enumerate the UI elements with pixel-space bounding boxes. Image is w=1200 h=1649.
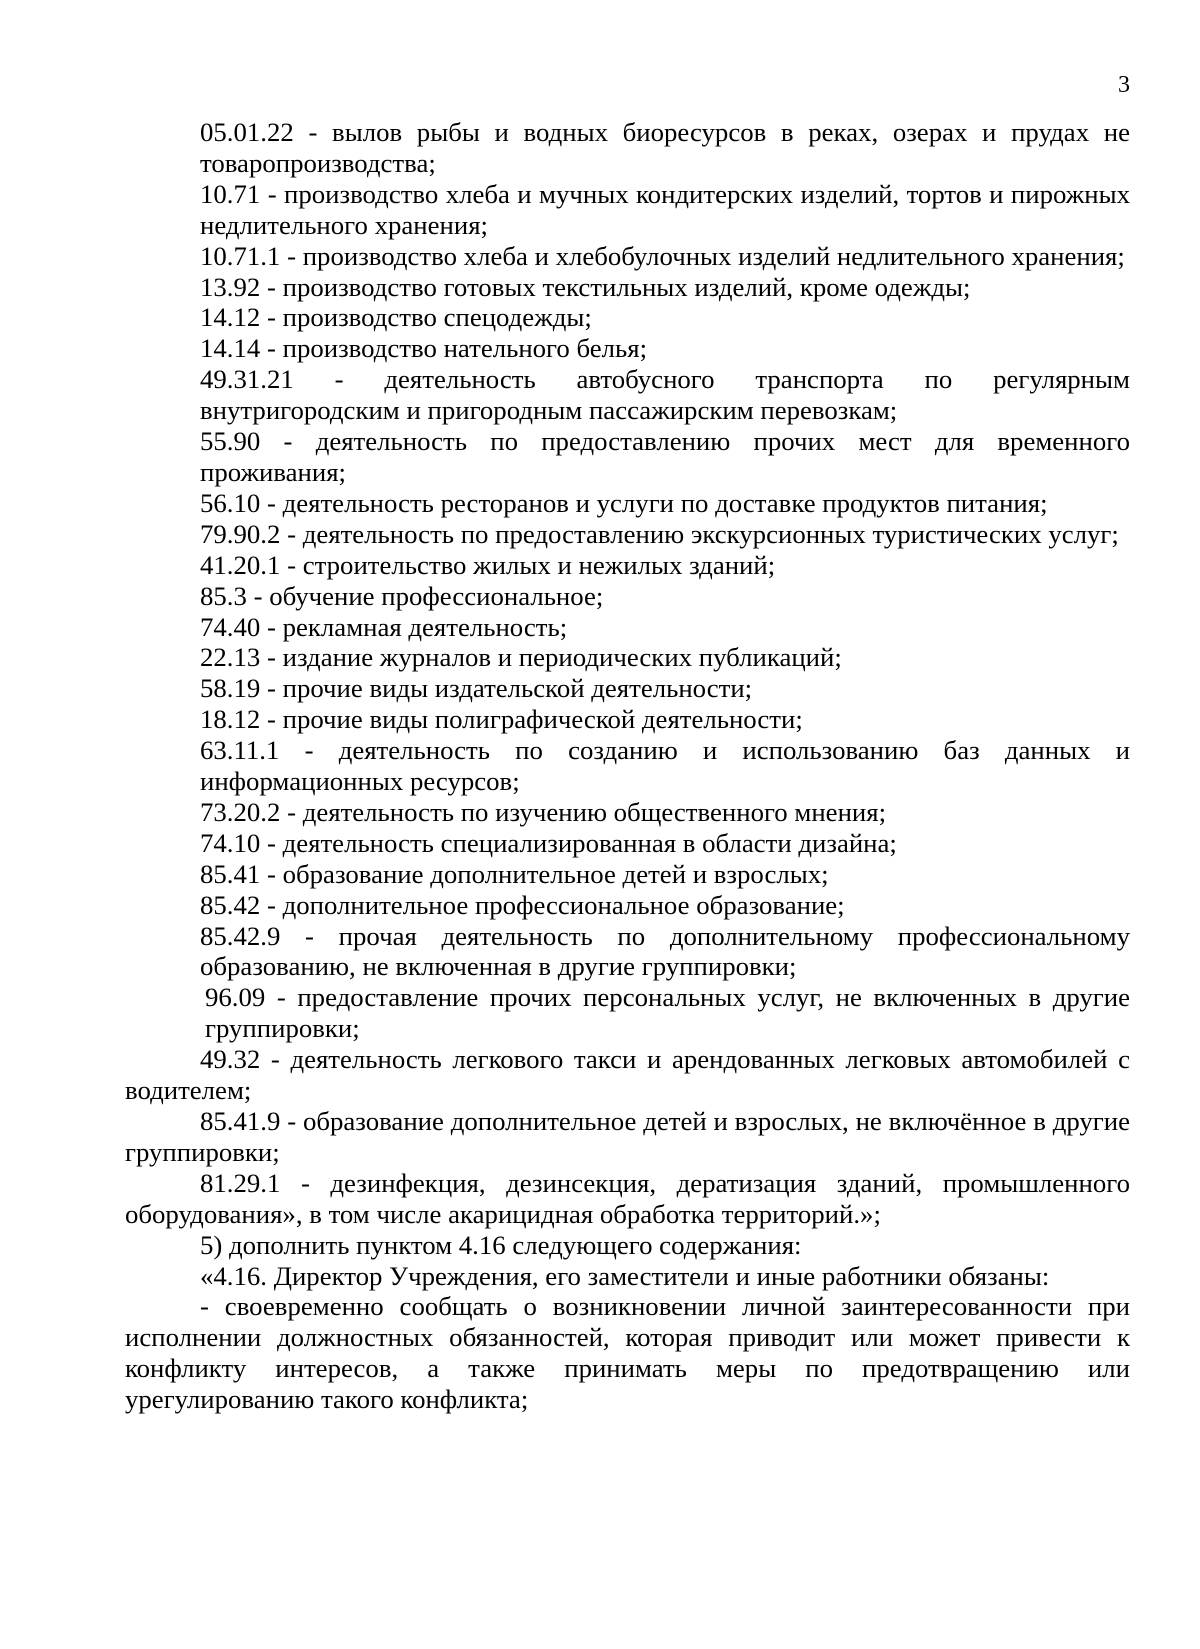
paragraph: 49.32 - деятельность легкового такси и арендованных легковых автомобилей с водителем;	[125, 1044, 1130, 1106]
list-item: 10.71.1 - производство хлеба и хлебобулочных изделий недлительного хранения;	[200, 240, 1125, 271]
paragraph: «4.16. Директор Учреждения, его заместители и иные работники обязаны:	[200, 1260, 1050, 1291]
list-item: 85.42.9 - прочая деятельность по дополнительному профессиональному образованию, не включенная в другие группировки;	[200, 920, 1130, 982]
list-item: 41.20.1 - строительство жилых и нежилых зданий;	[200, 549, 776, 580]
list-item: 58.19 - прочие виды издательской деятельности;	[200, 673, 753, 704]
paragraph: 5) дополнить пунктом 4.16 следующего содержания:	[200, 1229, 802, 1260]
list-item: 85.42 - дополнительное профессиональное образование;	[200, 889, 845, 920]
list-item: 18.12 - прочие виды полиграфической деятельности;	[200, 704, 803, 735]
list-item: 14.12 - производство спецодежды;	[200, 302, 592, 333]
list-item: 05.01.22 - вылов рыбы и водных биоресурсов в реках, озерах и прудах не товаропроизводства;	[200, 117, 1130, 178]
list-item: 55.90 - деятельность по предоставлению прочих мест для временного проживания;	[200, 426, 1130, 487]
list-item: 56.10 - деятельность ресторанов и услуги по доставке продуктов питания;	[200, 487, 1048, 518]
list-item: 63.11.1 - деятельность по созданию и использованию баз данных и информационных ресурсов;	[200, 735, 1130, 797]
list-item-96-09	[125, 982, 1130, 1044]
list-item: 73.20.2 - деятельность по изучению общественного мнения;	[200, 796, 887, 827]
list-item: 74.10 - деятельность специализированная в области дизайна;	[200, 827, 897, 858]
paragraph: - своевременно сообщать о возникновении личной заинтересованности при исполнении должностных обязанностей, которая приводит или может привести к конфликту интересов, а также принимать меры по предотвращению или урегулированию такого конфликта;	[125, 1291, 1130, 1415]
list-item: 13.92 - производство готовых текстильных изделий, кроме одежды;	[200, 271, 971, 302]
list-item: 96.09 - предоставление прочих персональных услуг, не включенных в другие группировки;	[205, 982, 1130, 1044]
list-item: 85.3 - обучение профессиональное;	[200, 580, 604, 611]
list-item: 74.40 - рекламная деятельность;	[200, 611, 568, 642]
activity-code-list	[125, 117, 1130, 982]
list-item: 79.90.2 - деятельность по предоставлению экскурсионных туристических услуг;	[200, 518, 1119, 549]
paragraph: 85.41.9 - образование дополнительное детей и взрослых, не включённое в другие группировки;	[125, 1106, 1130, 1167]
paragraph: 81.29.1 - дезинфекция, дезинсекция, дератизация зданий, промышленного оборудования», в том числе акарицидная обработка территорий.»;	[125, 1167, 1130, 1229]
document-body	[125, 117, 1130, 1415]
list-item: 14.14 - производство нательного белья;	[200, 333, 648, 364]
list-item: 85.41 - образование дополнительное детей и взрослых;	[200, 858, 829, 889]
list-item: 49.31.21 - деятельность автобусного транспорта по регулярным внутригородским и пригородным пассажирским перевозкам;	[200, 364, 1130, 426]
list-item: 22.13 - издание журналов и периодических публикаций;	[200, 642, 842, 673]
page-number: 3	[1118, 72, 1130, 98]
list-item: 10.71 - производство хлеба и мучных кондитерских изделий, тортов и пирожных недлительного хранения;	[200, 178, 1130, 240]
